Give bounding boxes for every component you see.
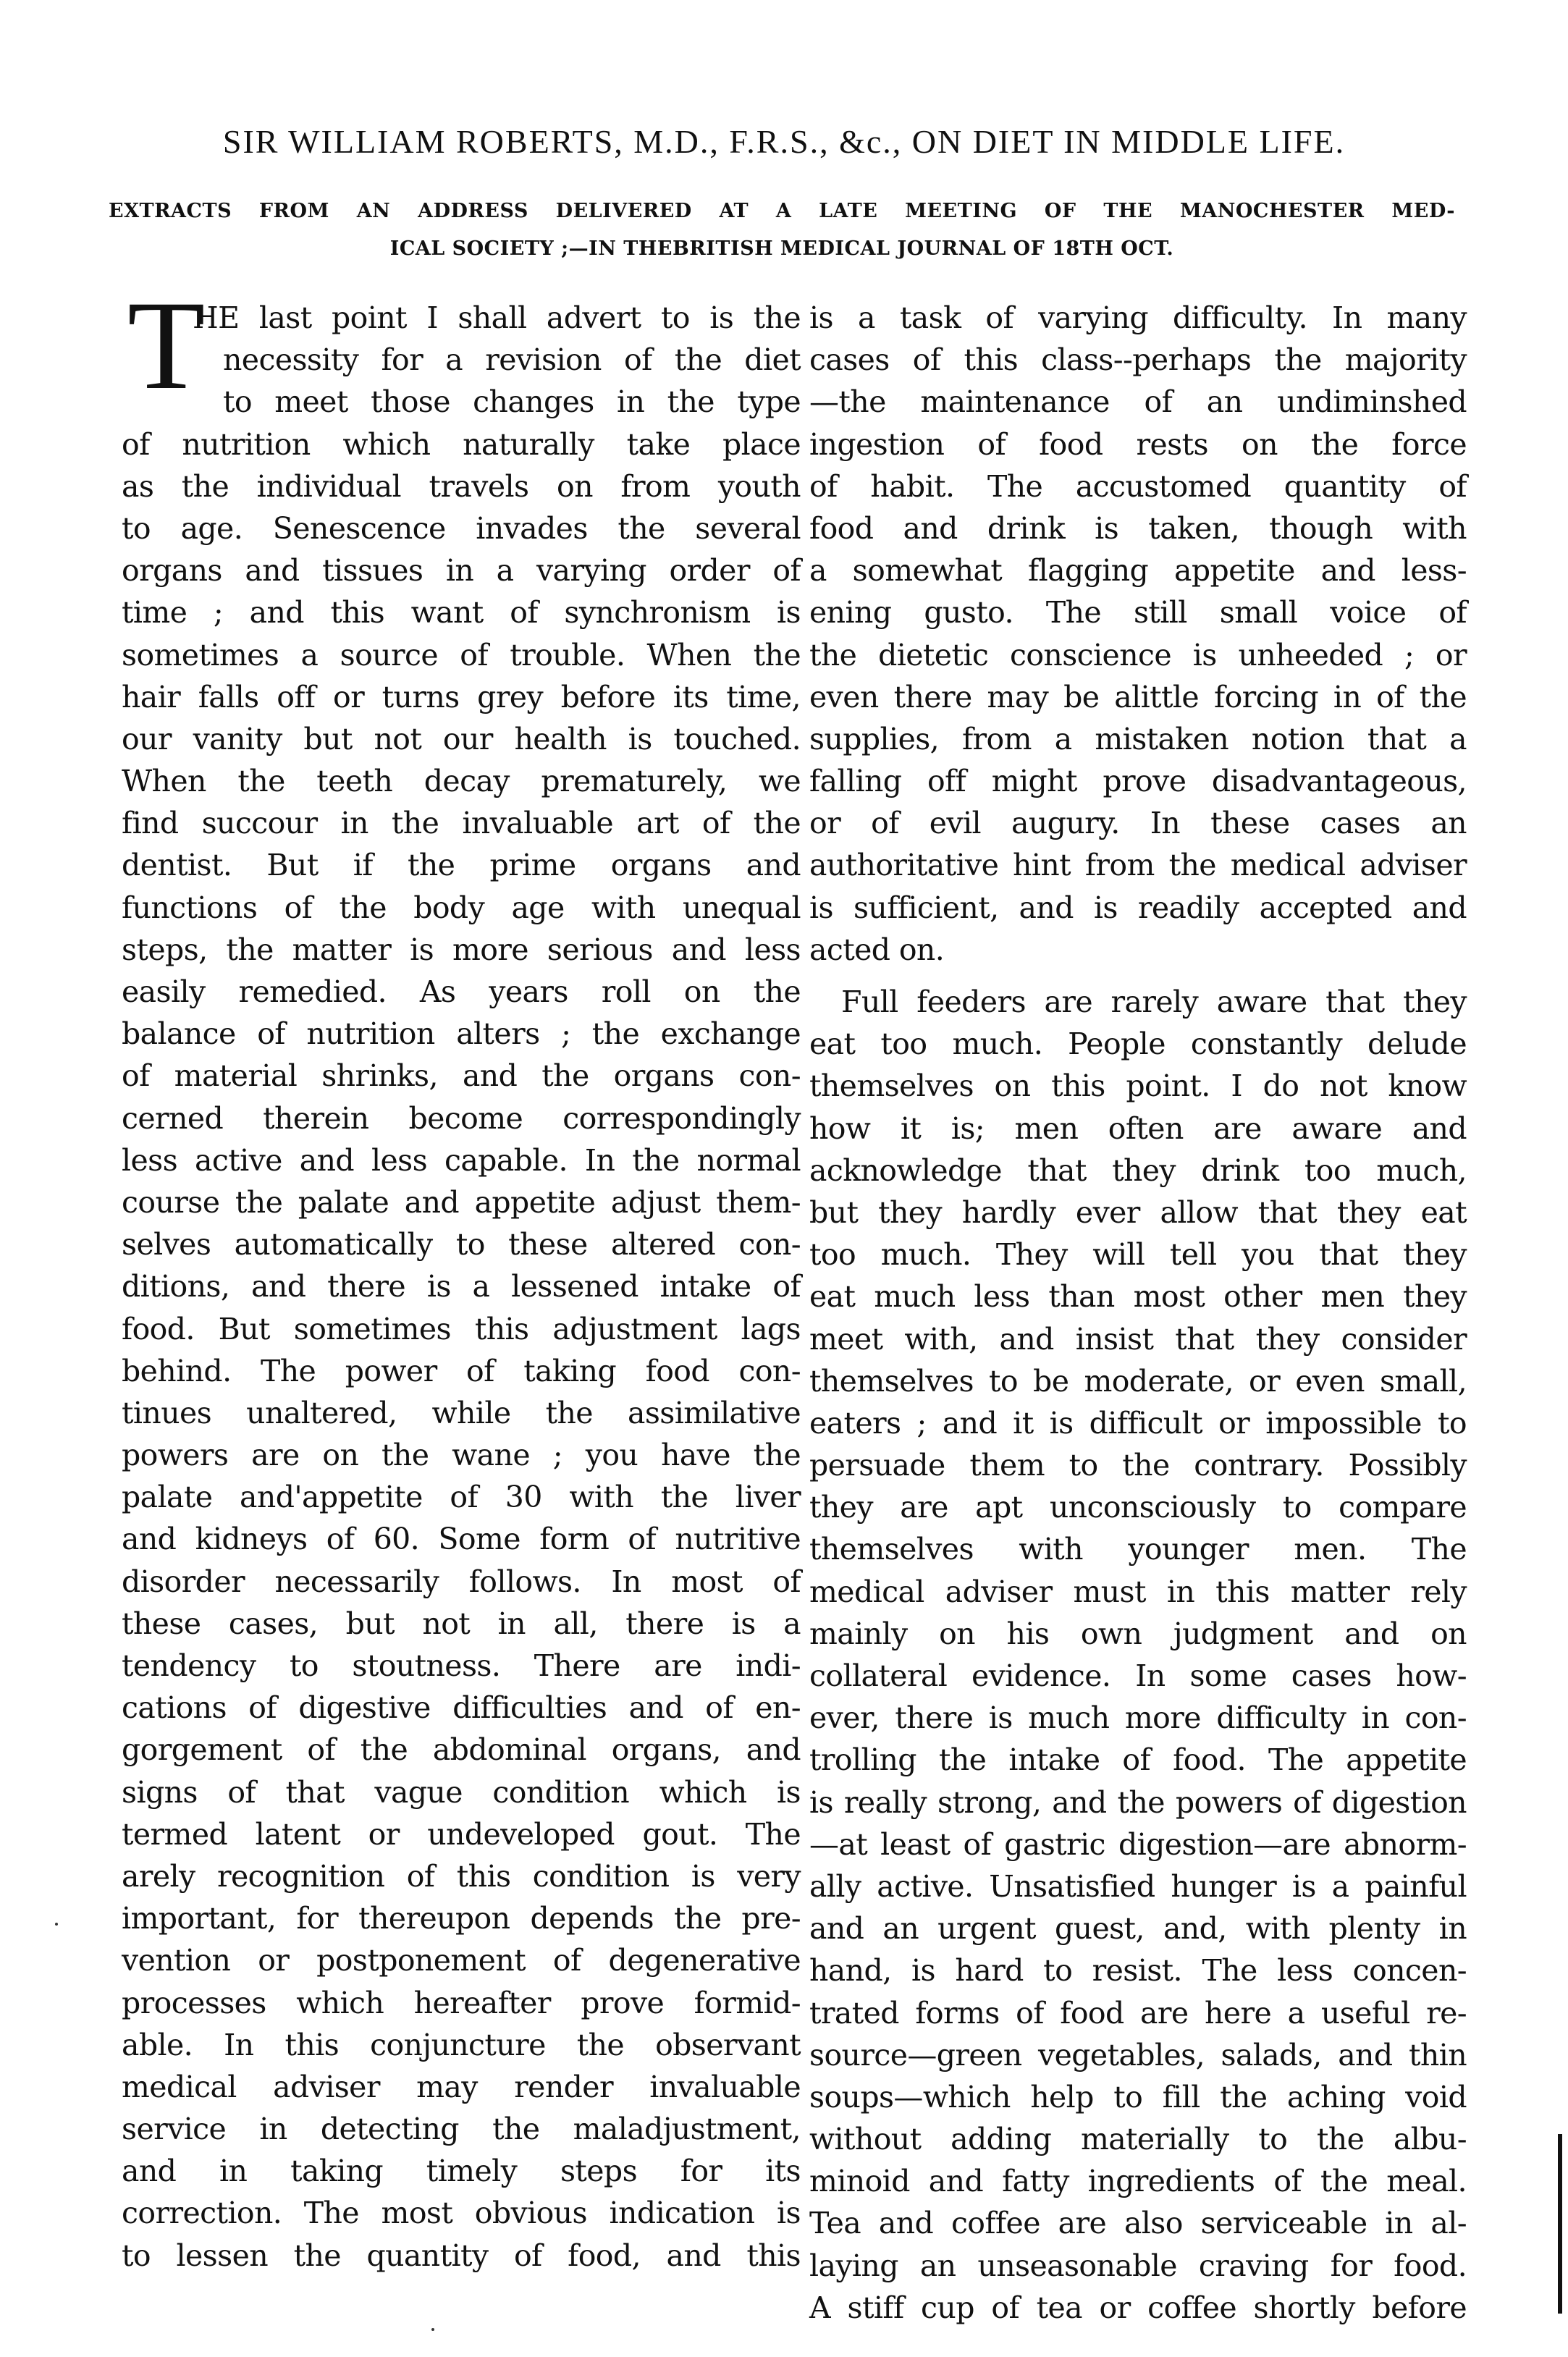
text-line: find succour in the invaluable art of the bbox=[122, 806, 801, 841]
text-line: powers are on the wane ; you have the bbox=[122, 1438, 801, 1473]
text-line: eaters ; and it is difficult or impossible to bbox=[809, 1405, 1467, 1441]
text-line: ingestion of food rests on the force bbox=[809, 426, 1467, 462]
text-line: important, for thereupon depends the pre- bbox=[122, 1901, 801, 1936]
text-line: cases of this class--perhaps the majority bbox=[809, 342, 1467, 378]
text-line: HE last point I shall advert to is the bbox=[193, 300, 801, 335]
text-line: sometimes a source of trouble. When the bbox=[122, 637, 801, 672]
text-line: When the teeth decay prematurely, we bbox=[122, 764, 801, 799]
text-line: of habit. The accustomed quantity of bbox=[809, 468, 1467, 504]
text-line: of nutrition which naturally take place bbox=[122, 426, 801, 462]
drop-cap: T bbox=[127, 275, 206, 416]
text-line: they are apt unconsciously to compare bbox=[809, 1490, 1467, 1525]
text-line: organs and tissues in a varying order of bbox=[122, 553, 801, 589]
text-line: course the palate and appetite adjust them- bbox=[122, 1184, 801, 1220]
article-title: SIR WILLIAM ROBERTS, M.D., F.R.S., &c., ON DIET IN MIDDLE LIFE. bbox=[222, 123, 1346, 160]
text-line: selves automatically to these altered con- bbox=[122, 1227, 801, 1262]
text-line: gorgement of the abdominal organs, and bbox=[122, 1732, 801, 1768]
text-line: termed latent or undeveloped gout. The bbox=[122, 1816, 801, 1852]
text-line: ening gusto. The still small voice of bbox=[809, 595, 1467, 631]
text-line: processes which hereafter prove formid- bbox=[122, 1985, 801, 2020]
scan-speck bbox=[431, 2328, 434, 2331]
text-line: of material shrinks, and the organs con- bbox=[122, 1058, 801, 1094]
text-line: eat too much. People constantly delude bbox=[809, 1026, 1467, 1062]
text-line: service in detecting the maladjustment, bbox=[122, 2112, 801, 2147]
text-line: too much. They will tell you that they bbox=[809, 1237, 1467, 1273]
text-line: is sufficient, and is readily accepted and bbox=[809, 890, 1467, 925]
text-line: acted on. bbox=[809, 932, 945, 967]
text-line: signs of that vague condition which is bbox=[122, 1774, 801, 1810]
text-line: cerned therein become correspondingly bbox=[122, 1100, 801, 1136]
text-line: to lessen the quantity of food, and this bbox=[122, 2238, 801, 2273]
text-line: steps, the matter is more serious and less bbox=[122, 932, 801, 967]
text-line: themselves to be moderate, or even small, bbox=[809, 1363, 1467, 1399]
text-line: food and drink is taken, though with bbox=[809, 510, 1467, 546]
text-line: time ; and this want of synchronism is bbox=[122, 595, 801, 631]
left-column bbox=[122, 275, 801, 2277]
text-line: but they hardly ever allow that they eat bbox=[809, 1194, 1467, 1230]
text-line: authoritative hint from the medical adviser bbox=[809, 848, 1467, 883]
text-line: less active and less capable. In the normal bbox=[122, 1142, 801, 1178]
text-line: falling off might prove disadvantageous, bbox=[809, 764, 1467, 799]
text-line: hand, is hard to resist. The less concen- bbox=[809, 1953, 1467, 1989]
text-line: collateral evidence. In some cases how- bbox=[809, 1658, 1467, 1693]
text-line: laying an unseasonable craving for food. bbox=[809, 2248, 1467, 2283]
text-line: ever, there is much more difficulty in con- bbox=[809, 1700, 1467, 1736]
text-line: or of evil augury. In these cases an bbox=[809, 806, 1467, 841]
right-column bbox=[809, 297, 1467, 2329]
text-line: ditions, and there is a lessened intake of bbox=[122, 1269, 801, 1304]
text-line: the dietetic conscience is unheeded ; or bbox=[809, 637, 1467, 672]
text-line: Full feeders are rarely aware that they bbox=[841, 984, 1467, 1019]
subtitle-line: EXTRACTS FROM AN ADDRESS DELIVERED AT A LATE MEETING OF THE MANOCHESTER MED- bbox=[109, 200, 1455, 222]
subtitle-line: ICAL SOCIETY ;—IN THEBRITISH MEDICAL JOURNAL OF 18TH OCT. bbox=[389, 237, 1174, 260]
text-line: hair falls off or turns grey before its time, bbox=[122, 679, 801, 714]
text-line: medical adviser may render invaluable bbox=[122, 2069, 801, 2104]
text-line: A stiff cup of tea or coffee shortly before bbox=[809, 2290, 1467, 2325]
text-line: as the individual travels on from youth bbox=[122, 468, 801, 504]
text-line: is really strong, and the powers of digestion bbox=[809, 1784, 1467, 1820]
text-line: dentist. But if the prime organs and bbox=[122, 848, 801, 883]
text-line: able. In this conjuncture the observant bbox=[122, 2027, 801, 2062]
text-line: minoid and fatty ingredients of the meal. bbox=[809, 2164, 1467, 2199]
text-line: these cases, but not in all, there is a bbox=[122, 1606, 801, 1641]
text-line: Tea and coffee are also serviceable in al- bbox=[809, 2206, 1467, 2241]
text-line: —the maintenance of an undiminshed bbox=[809, 384, 1467, 420]
article-subtitle bbox=[109, 193, 1455, 268]
text-line: food. But sometimes this adjustment lags bbox=[122, 1311, 801, 1346]
text-line: tendency to stoutness. There are indi- bbox=[122, 1648, 801, 1683]
text-line: medical adviser must in this matter rely bbox=[809, 1574, 1467, 1609]
text-line: necessity for a revision of the diet bbox=[223, 342, 801, 378]
scan-speck bbox=[55, 1923, 58, 1926]
text-line: how it is; men often are aware and bbox=[809, 1110, 1467, 1146]
text-line: balance of nutrition alters ; the exchange bbox=[122, 1016, 801, 1052]
text-line: our vanity but not our health is touched. bbox=[122, 721, 801, 756]
text-line: tinues unaltered, while the assimilative bbox=[122, 1395, 801, 1430]
text-line: and in taking timely steps for its bbox=[122, 2154, 801, 2189]
text-line: vention or postponement of degenerative bbox=[122, 1943, 801, 1978]
text-line: acknowledge that they drink too much, bbox=[809, 1152, 1467, 1188]
text-line: cations of digestive difficulties and of en- bbox=[122, 1690, 801, 1726]
text-line: trolling the intake of food. The appetite bbox=[809, 1742, 1467, 1778]
text-line: to meet those changes in the type bbox=[223, 384, 801, 420]
text-line: to age. Senescence invades the several bbox=[122, 510, 801, 546]
text-line: functions of the body age with unequal bbox=[122, 890, 801, 925]
text-line: meet with, and insist that they consider bbox=[809, 1321, 1467, 1357]
text-line: mainly on his own judgment and on bbox=[809, 1616, 1467, 1651]
text-line: correction. The most obvious indication is bbox=[122, 2196, 801, 2231]
text-line: supplies, from a mistaken notion that a bbox=[809, 721, 1467, 756]
text-line: disorder necessarily follows. In most of bbox=[122, 1564, 801, 1599]
text-line: even there may be alittle forcing in of the bbox=[809, 679, 1467, 714]
text-line: easily remedied. As years roll on the bbox=[122, 974, 801, 1009]
text-line: and kidneys of 60. Some form of nutritive bbox=[122, 1522, 801, 1557]
text-line: behind. The power of taking food con- bbox=[122, 1353, 801, 1388]
text-line: —at least of gastric digestion—are abnorm- bbox=[809, 1826, 1467, 1862]
scan-edge-bar bbox=[1558, 2134, 1562, 2314]
text-line: trated forms of food are here a useful re- bbox=[809, 1995, 1467, 2031]
text-line: soups—which help to fill the aching void bbox=[809, 2079, 1467, 2114]
text-line: themselves on this point. I do not know bbox=[809, 1068, 1467, 1104]
text-line: palate and'appetite of 30 with the liver bbox=[122, 1480, 801, 1515]
text-line: persuade them to the contrary. Possibly bbox=[809, 1448, 1467, 1483]
text-line: ally active. Unsatisfied hunger is a painful bbox=[809, 1868, 1467, 1904]
text-line: is a task of varying difficulty. In many bbox=[809, 300, 1467, 335]
text-line: without adding materially to the albu- bbox=[809, 2122, 1467, 2157]
text-line: source—green vegetables, salads, and thin bbox=[809, 2037, 1467, 2073]
text-line: eat much less than most other men they bbox=[809, 1279, 1467, 1315]
text-line: and an urgent guest, and, with plenty in bbox=[809, 1911, 1467, 1947]
text-line: arely recognition of this condition is very bbox=[122, 1858, 801, 1894]
text-line: themselves with younger men. The bbox=[809, 1532, 1467, 1567]
text-line: a somewhat flagging appetite and less- bbox=[809, 553, 1467, 589]
